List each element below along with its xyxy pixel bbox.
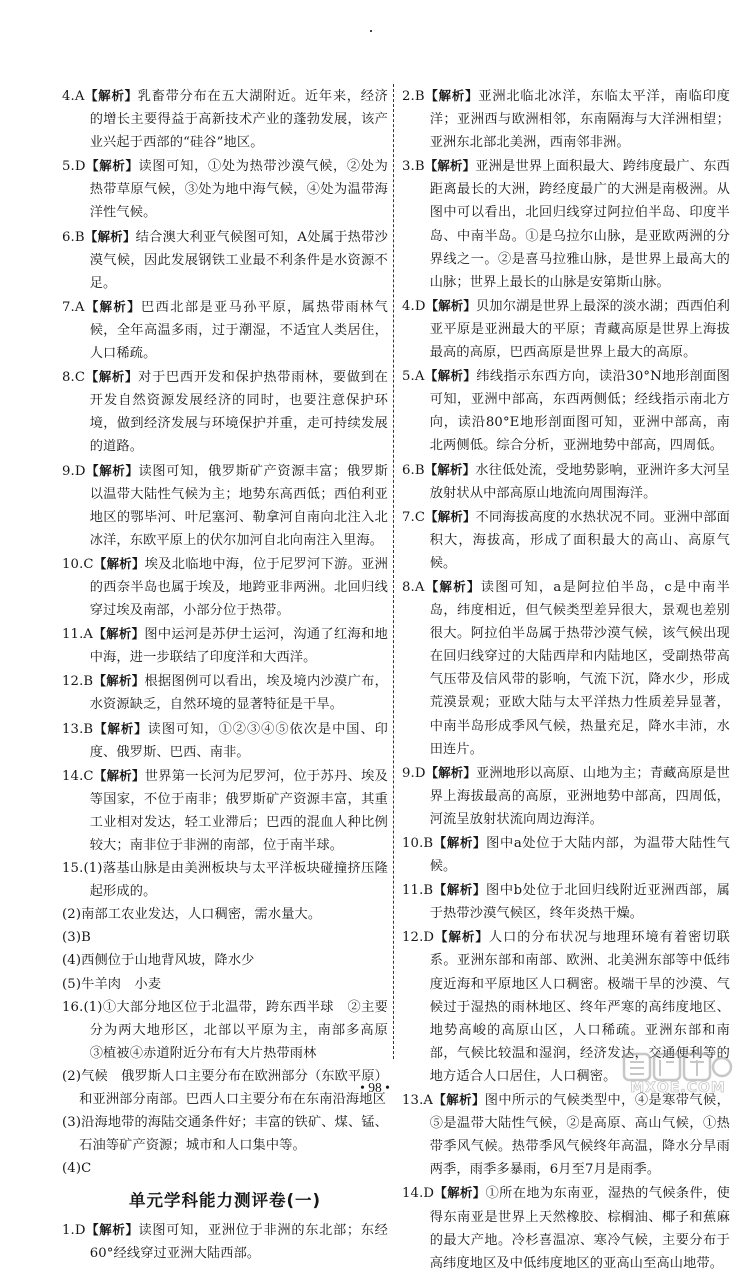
- analysis-tag: 【解析】: [433, 882, 486, 898]
- answer-text: (1)①大部分地区位于北温带，跨东西半球 ②主要分为两大地形区，北部以平原为主，南部多高原 ③植被④赤道附近分布有大片热带雨林: [83, 999, 402, 1061]
- answer-text: 图中运河是苏伊士运河，沟通了红海和地中海，进一步联结了印度洋和大西洋。: [89, 627, 388, 666]
- answer-sub-item: [62, 1111, 388, 1157]
- answer-number: 13.A: [402, 1093, 434, 1109]
- answer-item: [62, 996, 402, 1065]
- answer-item: [402, 84, 730, 154]
- right-column: [402, 84, 730, 1275]
- answer-text: (4)C: [62, 1161, 92, 1177]
- answer-text: (1)落基山脉是由美洲板块与太平洋板块碰撞挤压隆起形成的。: [83, 861, 388, 900]
- column-divider: [393, 84, 394, 1059]
- analysis-tag: 【解析】: [84, 88, 138, 103]
- analysis-tag: 【解析】: [424, 88, 479, 103]
- answer-number: 14.C: [62, 768, 94, 784]
- analysis-tag: 【解析】: [434, 929, 489, 945]
- answer-text: 水往低处流，受地势影响，亚洲许多大河呈放射状从中部高原山地流向周围海洋。: [429, 462, 730, 501]
- answer-text: (3)B: [62, 930, 91, 946]
- answer-item: [402, 761, 730, 831]
- analysis-tag: 【解析】: [433, 835, 487, 850]
- analysis-tag: 【解析】: [93, 720, 148, 736]
- answer-number: 4.D: [402, 298, 426, 314]
- analysis-tag: 【解析】: [85, 462, 139, 478]
- answer-sub-item: [62, 926, 388, 949]
- answer-text: 埃及北临地中海，位于尼罗河下游。亚洲的西奈半岛也属于埃及，地跨亚非两洲。北回归线穿过埃及南部，小部分位于热带。: [89, 556, 388, 619]
- answer-sub-item: [62, 973, 388, 996]
- answer-item: [62, 84, 388, 154]
- answer-text: (4)西侧位于山地背风坡，降水少: [62, 953, 255, 969]
- analysis-tag: 【解析】: [84, 298, 142, 314]
- analysis-tag: 【解析】: [425, 764, 476, 780]
- answer-number: 12.B: [62, 674, 94, 690]
- answer-text: 贝加尔湖是世界上最深的淡水湖；西西伯利亚平原是亚洲最大的平原；青藏高原是世界上海拔最高的高原，巴西高原是世界上最大的高原。: [429, 298, 730, 361]
- analysis-tag: 【解析】: [434, 1185, 486, 1201]
- analysis-tag: 【解析】: [425, 508, 476, 524]
- answer-number: 5.A: [402, 369, 425, 385]
- answer-text: 图中所示的气候类型中，④是寒带气候，⑤是温带大陆性气候，②是高原、高山气候，①热带季风气候。热带季风气候终年高温，降水分旱雨两季，雨季多暴雨，6月至7月是雨季。: [429, 1093, 730, 1178]
- answer-text: 读图可知，亚洲位于非洲的东北部；东经60°经线穿过亚洲大陆西部。: [89, 1222, 388, 1261]
- answer-text: 亚洲是世界上面积最大、跨纬度最广、东西距离最长的大洲，跨经度最广的大洲是南极洲。从图中可以看出，北回归线穿过阿拉伯半岛、印度半岛、中南半岛。①是乌拉尔山脉，是亚欧两洲的分界线之一。②是喜马拉雅山脉，是世界上最高大的山脉；世界上最长的山脉是安第斯山脉。: [429, 159, 730, 290]
- answer-text: 读图可知，①②③④⑤依次是中国、印度、俄罗斯、巴西、南非。: [89, 721, 388, 760]
- answer-item: [62, 669, 388, 716]
- answer-item: [402, 505, 730, 575]
- answer-text: 图中b处位于北回归线附近亚洲西部，属于热带沙漠气候区，终年炎热干燥。: [429, 883, 730, 922]
- analysis-tag: 【解析】: [85, 158, 139, 174]
- answer-number: 13.B: [62, 721, 94, 737]
- answer-text: (2)南部工农业发达，人口稠密，需水量大。: [62, 907, 322, 923]
- answer-item: [402, 1088, 730, 1181]
- answer-text: 人口的分布状况与地理环境有着密切联系。亚洲东部和南部、欧洲、北美洲东部等中低纬度近海和平原地区人口稠密。极端干旱的沙漠、气候过于湿热的雨林地区、终年严寒的高纬度地区、地势高峻的高原山区，人口稀疏。亚洲东部和南部，气候比较温和湿润，经济发达，交通便利等的地方适合人口居住，人口稠密。: [429, 930, 730, 1084]
- answer-number: 15.: [62, 861, 84, 877]
- answer-item: [402, 154, 730, 294]
- answer-text: 亚洲北临北冰洋，东临太平洋，南临印度洋；亚洲西与欧洲相邻，东南隔海与大洋洲相望；亚洲东北部北美洲，西南邻非洲。: [429, 89, 730, 151]
- answer-number: 12.D: [402, 930, 435, 946]
- analysis-tag: 【解析】: [93, 555, 145, 571]
- answer-item: [62, 295, 388, 365]
- analysis-tag: 【解析】: [424, 578, 481, 594]
- answer-item: [402, 294, 730, 364]
- answer-number: 2.B: [402, 89, 425, 104]
- analysis-tag: 【解析】: [93, 673, 145, 689]
- answer-item: [402, 831, 730, 878]
- answer-text: 读图可知，a是阿拉伯半岛，c是中南半岛，纬度相近，但气候类型差异很大，景观也差别很大。阿拉伯半岛属于热带沙漠气候，该气候出现在回归线穿过的大陆西岸和内陆地区，受副热带高气压带及信风带的影响，气流下沉，降水少，形成荒漠景观；亚欧大陆与太平洋热力性质差异显著，中南半岛形成季风气候，热量充足，降水丰沛，水田连片。: [429, 579, 730, 757]
- answer-number: 5.D: [62, 159, 86, 175]
- answer-number: 7.A: [62, 299, 85, 315]
- answer-item: [62, 459, 388, 552]
- answer-text: (5)牛羊肉 小麦: [62, 976, 162, 992]
- answer-text: 巴西北部是亚马孙平原，属热带雨林气候，全年高温多雨，过于潮湿，不适宜人类居住，人口稀疏。: [89, 299, 388, 362]
- analysis-tag: 【解析】: [424, 461, 476, 477]
- answer-number: 4.A: [62, 89, 85, 104]
- answer-item: [62, 154, 388, 224]
- answer-number: 11.B: [402, 883, 434, 899]
- answer-number: 8.C: [62, 370, 86, 386]
- answer-text: 结合澳大利亚气候图可知，A处属于热带沙漠气候，因此发展钢铁工业最不利条件是水资源不足。: [89, 229, 388, 291]
- top-dot-mark: [370, 30, 372, 32]
- analysis-tag: 【解析】: [424, 158, 476, 174]
- analysis-tag: 【解析】: [84, 228, 136, 244]
- answer-text: (3)沿海地带的海陆交通条件好；丰富的铁矿、煤、锰、石油等矿产资源；城市和人口集中等。: [62, 1115, 388, 1154]
- answer-item: [62, 717, 388, 764]
- answer-number: 6.B: [62, 229, 85, 245]
- answer-number: 9.D: [402, 765, 426, 781]
- answer-item: [62, 764, 388, 857]
- answer-number: 8.A: [402, 579, 425, 595]
- section-title: 单元学科能力测评卷(一): [128, 1191, 322, 1211]
- analysis-tag: 【解析】: [424, 368, 477, 384]
- answer-item: [62, 857, 388, 903]
- answer-item: [402, 458, 730, 505]
- answer-text: (2)气候 俄罗斯人口主要分布在欧洲部分（东欧平原）和亚洲部分南部。巴西人口主要分布在东南沿海地区: [62, 1068, 388, 1108]
- answer-number: 9.D: [62, 463, 86, 479]
- watermark-text: MXQE.COM: [630, 1080, 726, 1096]
- answer-number: 3.B: [402, 159, 425, 175]
- answer-number: 6.B: [402, 462, 425, 478]
- answer-item: [402, 364, 730, 457]
- answer-text: 读图可知，俄罗斯矿产资源丰富；俄罗斯以温带大陆性气候为主；地势东高西低；西伯利亚地区的鄂毕河、叶尼塞河、勒拿河自南向北注入北冰洋，东欧平原上的伏尔加河自北向南注入里海。: [89, 463, 388, 548]
- analysis-tag: 【解析】: [93, 767, 145, 783]
- answer-text: 读图可知，①处为热带沙漠气候，②处为热带草原气候，③处为地中海气候，④处为温带海洋性气候。: [89, 159, 388, 221]
- analysis-tag: 【解析】: [425, 297, 476, 313]
- answer-item: [62, 365, 388, 458]
- analysis-tag: 【解析】: [93, 626, 145, 642]
- answer-text: ①所在地为东南亚，湿热的气候条件，使得东南亚是世界上天然橡胶、棕榈油、椰子和蕉麻的最大产地。冷杉喜温凉、寒冷气候，主要分布于高纬度地区及中低纬度地区的亚高山至高山地带。: [429, 1186, 730, 1271]
- answer-number: 14.D: [402, 1186, 435, 1202]
- analysis-tag: 【解析】: [433, 1092, 485, 1108]
- analysis-tag: 【解析】: [85, 369, 139, 385]
- answer-item: [402, 575, 730, 761]
- answer-text: 纬线指示东西方向，读沿30°N地形剖面图可知，亚洲中部高，东西两侧低；经线指示南北方向，读沿80°E地形剖面图可知，亚洲中部高，南北两侧低。综合分析，亚洲地势中部高，四周低。: [429, 369, 730, 454]
- answer-number: 16.: [62, 999, 84, 1015]
- answer-text: 世界第一长河为尼罗河，位于苏丹、埃及等国家，不位于南非；俄罗斯矿产资源丰富，其重工业相对发达，轻工业滞后；巴西的混血人种比例较大；南非位于非洲的南部，位于南半球。: [89, 768, 388, 853]
- answer-sub-item: [62, 1157, 388, 1180]
- answer-item: [402, 1181, 730, 1274]
- answer-text: 乳畜带分布在五大湖附近。近年来，经济的增长主要得益于高新技术产业的蓬勃发展，该产业兴起于西部的“硅谷”地区。: [89, 89, 388, 151]
- answer-text: 图中a处位于大陆内部，为温带大陆性气候。: [429, 836, 731, 875]
- answer-item: [62, 552, 388, 622]
- answer-text: 对于巴西开发和保护热带雨林，要做到在开发自然资源发展经济的同时，也要注意保护环境，做到经济发展与环境保护并重，走可持续发展的道路。: [89, 370, 389, 455]
- answer-number: 10.C: [62, 556, 94, 572]
- answer-item: [62, 1218, 388, 1265]
- analysis-tag: 【解析】: [85, 1221, 139, 1237]
- answer-number: 7.C: [402, 509, 426, 525]
- answer-text: 不同海拔高度的水热状况不同。亚洲中部面积大，海拔高，形成了面积最大的高山、高原气候。: [429, 509, 730, 571]
- answer-item: [62, 225, 388, 295]
- answer-sub-item: [62, 903, 388, 926]
- answer-item: [62, 622, 388, 669]
- answer-item: [402, 925, 730, 1088]
- answer-number: 1.D: [62, 1222, 86, 1238]
- page-number: • 98 •: [360, 1080, 390, 1095]
- answer-number: 11.A: [62, 627, 94, 643]
- answer-item: [402, 878, 730, 925]
- answer-text: 根据图例可以看出，埃及境内沙漠广布，水资源缺乏，自然环境的显著特征是干旱。: [89, 674, 388, 713]
- answer-number: 10.B: [402, 836, 434, 851]
- answer-sub-item: [62, 949, 388, 972]
- answer-text: 亚洲地形以高原、山地为主；青藏高原是世界上海拔最高的高原，亚洲地势中部高，四周低，河流呈放射状流向周边海洋。: [429, 765, 730, 827]
